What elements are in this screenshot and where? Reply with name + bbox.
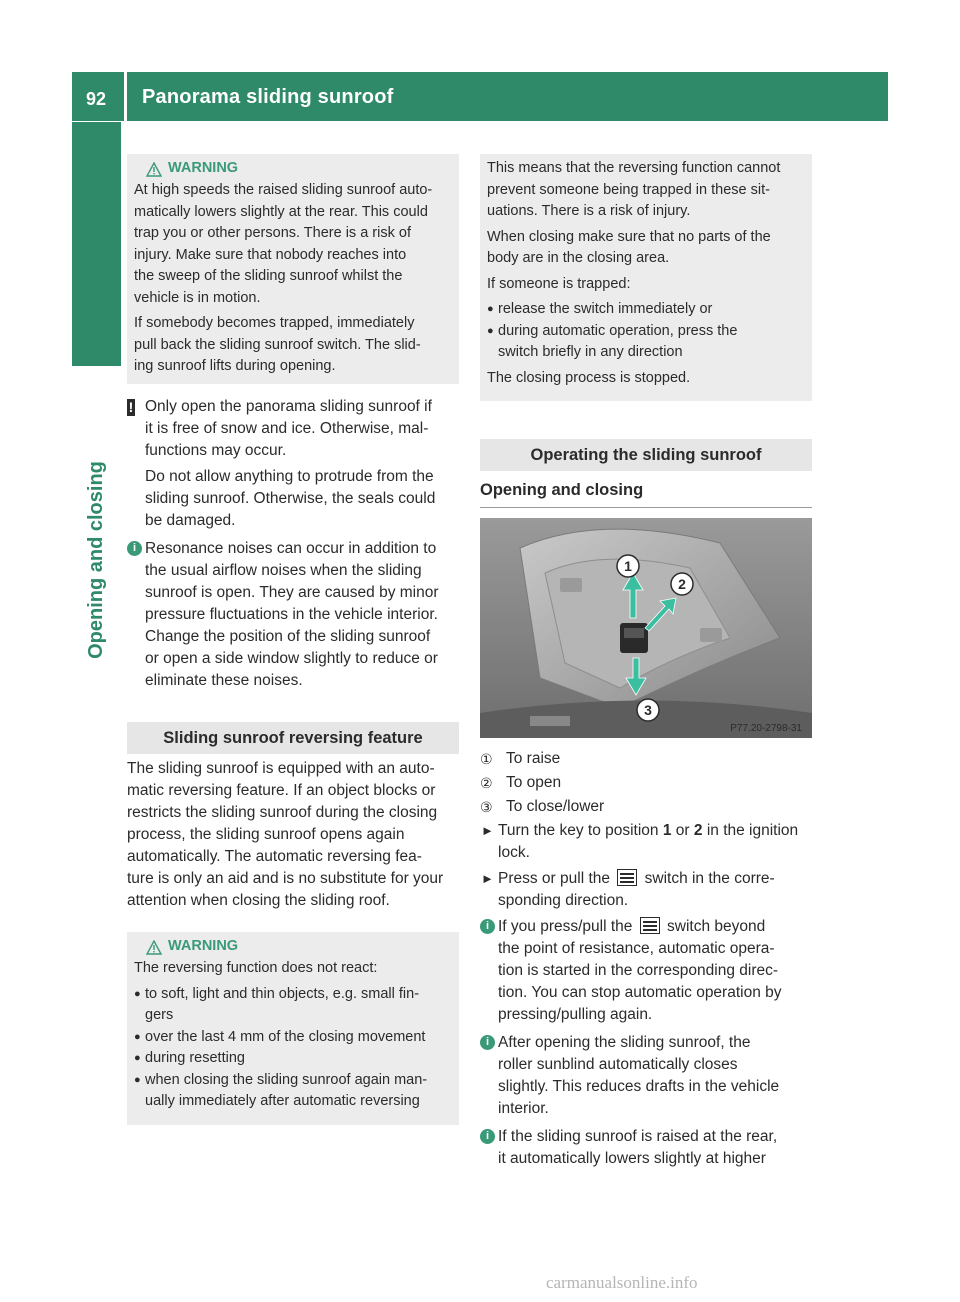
chapter-tab bbox=[72, 122, 121, 366]
exclamation-icon: ! bbox=[128, 399, 134, 415]
warning-list bbox=[134, 984, 451, 1113]
trapped-list bbox=[487, 299, 804, 364]
info-icon: i bbox=[127, 541, 142, 556]
list-item: ● release the switch immediately or bbox=[487, 301, 713, 317]
callout-1: 1 bbox=[624, 558, 632, 574]
step-arrow-icon: ► bbox=[481, 823, 494, 838]
trapped-text: If someone is trapped: bbox=[487, 275, 631, 292]
warning-intro: The reversing function does not react: bbox=[134, 960, 378, 976]
chapter-label: Opening and closing bbox=[85, 461, 107, 659]
list-item: ● when closing the sliding sunroof again man- ually immediately after automatic reversing bbox=[134, 1071, 428, 1109]
overhead-control-panel-photo bbox=[480, 518, 812, 738]
left-column bbox=[127, 154, 459, 1125]
step-arrow-icon: ► bbox=[481, 871, 494, 886]
page-title: Panorama sliding sunroof bbox=[142, 86, 394, 108]
warning-heading bbox=[146, 936, 451, 958]
info-lowering: i If the sliding sunroof is raised at the rear, it automatically lowers slightly at higher bbox=[480, 1126, 812, 1170]
list-item-close: ③ To close/lower bbox=[480, 798, 605, 815]
callout-3: 3 bbox=[644, 702, 652, 718]
warning-heading-text: WARNING bbox=[168, 938, 239, 955]
info-icon: i bbox=[480, 919, 495, 934]
figure-code: P77.20-2798-31 bbox=[730, 723, 802, 734]
list-item: ● to soft, light and thin objects, e.g. small fin- gers bbox=[134, 985, 420, 1023]
warning-box-speed bbox=[127, 154, 459, 384]
step-press-pull: ► Press or pull the switch in the corre- sponding direction. bbox=[481, 870, 775, 909]
warning-text-trapped: If somebody becomes trapped, immediately pull back the sliding sunroof switch. The slid- ing sunroof lifts during opening. bbox=[134, 315, 421, 374]
sunroof-switch-icon bbox=[640, 917, 660, 934]
step-ignition: ► Turn the key to position 1 or 2 in the ignition lock. bbox=[481, 822, 799, 861]
list-item: ● during automatic operation, press the switch briefly in any direction bbox=[487, 322, 738, 360]
warning-box-continued: This means that the reversing function cannot prevent someone being trapped in these sit- uations. There is a risk of injury. When closing make sure that no parts of the body are in the closing area. If someone is trapped: ● release the switch immediately or ● during automatic operation, press the switch briefly in any direction The closing process is stopped. bbox=[480, 154, 812, 401]
warning-text: At high speeds the raised sliding sunroof auto- matically lowers slightly at the rear. This could trap you or other persons. There is a risk of injury. Make sure that nobody reaches into the sweep of the sliding sunroof whilst the vehicle is in motion. bbox=[134, 182, 433, 306]
operating-heading: Operating the sliding sunroof bbox=[480, 439, 812, 471]
warning-box-reversing bbox=[127, 932, 459, 1125]
sunroof-switch-icon bbox=[617, 869, 637, 886]
warning-heading bbox=[146, 158, 451, 180]
note-material-damage: ! Only open the panorama sliding sunroof if it is free of snow and ice. Otherwise, mal- functions may occur. Do not allow anything to protrude from the sliding sunroof. Otherwise, the seals could be damaged. bbox=[128, 398, 436, 529]
info-sunblind: i After opening the sliding sunroof, the roller sunblind automatically closes slightly. This reduces drafts in the vehicle interior. bbox=[480, 1032, 812, 1120]
callout-2: 2 bbox=[678, 576, 686, 592]
right-column bbox=[480, 154, 812, 1176]
warning-triangle-icon bbox=[146, 162, 162, 177]
warning-heading-text: WARNING bbox=[168, 160, 239, 177]
list-item-raise: ① To raise bbox=[480, 750, 561, 767]
opening-closing-heading: Opening and closing bbox=[480, 479, 812, 508]
closing-stopped-text: The closing process is stopped. bbox=[487, 369, 691, 386]
info-automatic: i If you press/pull the switch beyond the point of resistance, automatic opera- tion is started in the corresponding direc- tion. You can stop automatic operation by pressing/pulling again. bbox=[480, 916, 812, 1026]
header-divider bbox=[124, 72, 127, 121]
reversing-text: The sliding sunroof is equipped with an auto- matic reversing feature. If an object blocks or restricts the sliding sunroof during the closing process, the sliding sunroof opens again automatically. The automatic reversing fea- ture is only an aid and is no substitute for your attention when closing the sliding roof. bbox=[127, 760, 444, 909]
page-number: 92 bbox=[86, 89, 107, 109]
reversing-heading: Sliding sunroof reversing feature bbox=[127, 722, 459, 754]
warning-triangle-icon bbox=[146, 940, 162, 955]
watermark-url[interactable]: carmanualsonline.info bbox=[546, 1273, 698, 1292]
info-icon: i bbox=[480, 1035, 495, 1050]
info-icon: i bbox=[480, 1129, 495, 1144]
page-header bbox=[72, 72, 888, 121]
list-item-open: ② To open bbox=[480, 774, 562, 791]
list-item: ● over the last 4 mm of the closing movement bbox=[134, 1028, 426, 1045]
info-resonance: i Resonance noises can occur in addition to the usual airflow noises when the sliding sunroof is open. They are caused by minor pressure fluctuations in the vehicle interior. Change the position of the sliding sunroof or open a side window slightly to reduce or eliminate these noises. bbox=[127, 538, 459, 692]
list-item: ● during resetting bbox=[134, 1050, 245, 1066]
